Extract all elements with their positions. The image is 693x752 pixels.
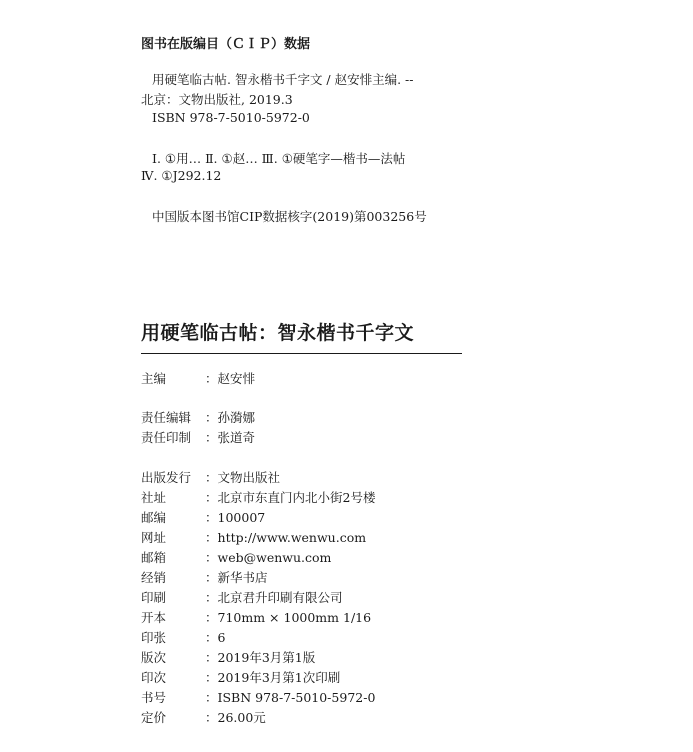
pub-row-edition [141, 648, 315, 666]
label-separator: ： [205, 510, 218, 525]
label-separator: ： [205, 490, 218, 505]
pub-value: 710mm × 1000mm 1/16 [217, 610, 372, 625]
pub-value: ISBN 978-7-5010-5972-0 [217, 690, 376, 705]
pub-row-postcode [141, 508, 265, 526]
pub-value: 26.00元 [217, 710, 266, 725]
cip-record-number: 中国版本图书馆CIP数据核字(2019)第003256号 [152, 209, 427, 224]
credit-label: 责任印制 [141, 430, 192, 445]
pub-label: 开本 [141, 610, 167, 625]
pub-row-address [141, 488, 375, 506]
pub-row-website [141, 528, 366, 546]
pub-label: 书号 [141, 690, 167, 705]
pub-label: 经销 [141, 570, 167, 585]
title-divider [141, 353, 462, 354]
pub-row-isbn [141, 688, 375, 706]
cip-publisher-line: 北京：文物出版社, 2019.3 [141, 92, 293, 107]
label-separator: ： [205, 590, 218, 605]
cip-classification-line: Ⅳ. ①J292.12 [141, 168, 222, 183]
label-separator: ： [205, 630, 218, 645]
label-separator: ： [205, 690, 218, 705]
pub-row-printing [141, 668, 340, 686]
pub-label: 印刷 [141, 590, 167, 605]
pub-row-sheets [141, 628, 225, 646]
pub-label: 定价 [141, 710, 167, 725]
pub-row-distributor [141, 568, 268, 586]
pub-row-printer [141, 588, 343, 606]
label-separator: ： [205, 550, 218, 565]
pub-value: 2019年3月第1次印刷 [217, 670, 341, 685]
pub-row-email [141, 548, 331, 566]
pub-row-price [141, 708, 266, 726]
pub-value: web@wenwu.com [217, 550, 332, 565]
cip-heading: 图书在版编目（ＣＩＰ）数据 [141, 37, 311, 52]
label-separator: ： [205, 530, 218, 545]
label-separator: ： [205, 430, 218, 445]
pub-row-publisher [141, 468, 280, 486]
pub-label: 印张 [141, 630, 167, 645]
label-separator: ： [205, 410, 218, 425]
pub-value: 6 [217, 630, 226, 645]
label-separator: ： [205, 371, 218, 386]
pub-value: 北京君升印刷有限公司 [217, 590, 343, 605]
book-title: 用硬笔临古帖：智永楷书千字文 [141, 322, 415, 344]
pub-value: 100007 [217, 510, 266, 525]
credit-label: 责任编辑 [141, 410, 192, 425]
label-separator: ： [205, 610, 218, 625]
label-separator: ： [205, 650, 218, 665]
pub-value: 北京市东直门内北小街2号楼 [217, 490, 376, 505]
pub-label: 网址 [141, 530, 167, 545]
credit-label: 主编 [141, 371, 167, 386]
pub-value: 2019年3月第1版 [217, 650, 316, 665]
credit-row-responsible-editor [141, 408, 255, 426]
label-separator: ： [205, 670, 218, 685]
credit-value: 张道奇 [217, 430, 256, 445]
pub-value: 新华书店 [217, 570, 268, 585]
credit-value: 赵安悱 [217, 371, 256, 386]
credit-row-print-supervisor [141, 428, 255, 446]
label-separator: ： [205, 570, 218, 585]
pub-label: 邮箱 [141, 550, 167, 565]
pub-value: http://www.wenwu.com [217, 530, 367, 545]
credit-row-chief-editor [141, 369, 255, 387]
pub-row-format [141, 608, 371, 626]
pub-label: 出版发行 [141, 470, 192, 485]
credit-value: 孙漪娜 [217, 410, 256, 425]
pub-label: 印次 [141, 670, 167, 685]
cip-subject-line: Ⅰ. ①用… Ⅱ. ①赵… Ⅲ. ①硬笔字—楷书—法帖 [152, 151, 406, 166]
label-separator: ： [205, 470, 218, 485]
pub-value: 文物出版社 [217, 470, 281, 485]
pub-label: 版次 [141, 650, 167, 665]
pub-label: 邮编 [141, 510, 167, 525]
cip-isbn-line: ISBN 978-7-5010-5972-0 [152, 110, 310, 125]
label-separator: ： [205, 710, 218, 725]
pub-label: 社址 [141, 490, 167, 505]
cip-title-line: 用硬笔临古帖. 智永楷书千字文 / 赵安悱主编. -- [152, 72, 414, 87]
